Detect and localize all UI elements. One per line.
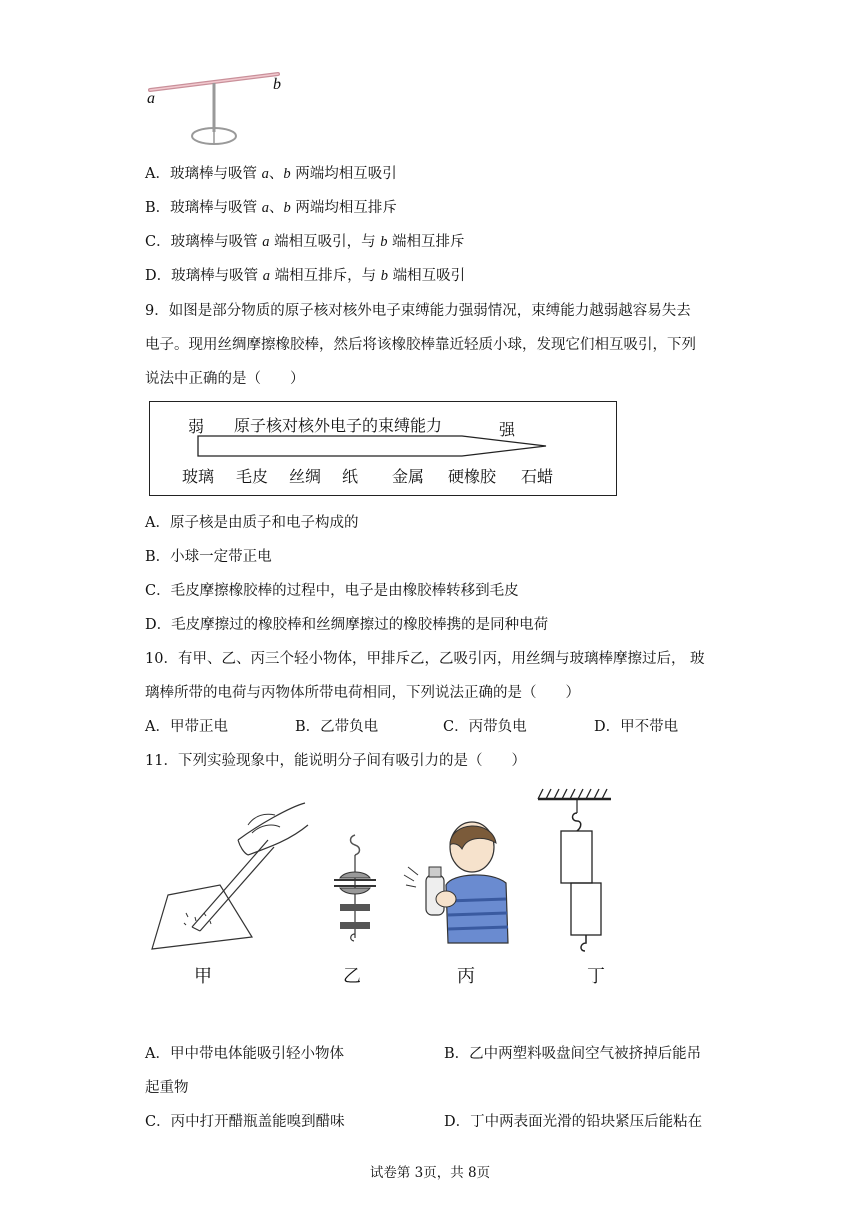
figure-label-jia: 甲 [194,966,212,987]
q11-option-c: C．丙中打开醋瓶盖能嗅到醋味 [145,1114,345,1130]
q8-option-b: B．玻璃棒与吸管 a、b 两端均相互排斥 [145,200,397,216]
q9-option-b: B．小球一定带正电 [145,549,272,565]
q8-option-c: C．玻璃棒与吸管 a 端相互吸引，与 b 端相互排斥 [145,234,465,250]
page-footer: 试卷第 3页，共 8页 [369,1165,491,1181]
material-paper: 纸 [342,467,359,486]
weak-label: 弱 [188,417,205,436]
label-b: b [273,76,281,93]
q9-stem-line-3: 说法中正确的是（ ） [145,371,305,387]
q9-option-d: D．毛皮摩擦过的橡胶棒和丝绸摩擦过的橡胶棒携的是同种电荷 [145,617,549,633]
figure-title: 原子核对核外电子的束缚能力 [234,416,443,435]
q10-option-a: A．甲带正电 [145,719,228,735]
material-fur: 毛皮 [236,467,269,486]
material-glass: 玻璃 [182,467,215,486]
q11-option-a: A．甲中带电体能吸引轻小物体 [145,1046,344,1062]
figure-ding-lead-blocks [533,785,613,960]
q9-stem-line-1: 9．如图是部分物质的原子核对核外电子束缚能力强弱情况，束缚能力越弱越容易失去 [145,303,691,319]
material-hard-rubber: 硬橡胶 [448,467,497,486]
q11-option-b: B．乙中两塑料吸盘间空气被挤掉后能吊 [444,1046,702,1062]
q10-stem-line-1: 10．有甲、乙、丙三个轻小物体，甲排斥乙，乙吸引丙，用丝绸与玻璃棒摩擦过后， 玻 [145,651,705,667]
figure-jia-hand-rod [140,785,320,955]
q9-option-c: C．毛皮摩擦橡胶棒的过程中，电子是由橡胶棒转移到毛皮 [145,583,519,599]
q10-option-c: C．丙带负电 [443,719,527,735]
figure-yi-suction-cups [330,830,380,945]
q8-option-a: A．玻璃棒与吸管 a、b 两端均相互吸引 [145,166,397,182]
q10-option-d: D．甲不带电 [594,719,679,735]
q9-stem-line-2: 电子。现用丝绸摩擦橡胶棒，然后将该橡胶棒靠近轻质小球，发现它们相互吸引，下列 [145,337,696,353]
binding-ability-figure [149,401,617,496]
material-silk: 丝绸 [289,467,322,486]
figure-bing-child-vinegar [402,815,512,950]
figure-label-yi: 乙 [343,966,361,987]
q11-stem: 11．下列实验现象中，能说明分子间有吸引力的是（ ） [145,753,526,769]
label-a: a [147,90,155,107]
q11-option-d: D．丁中两表面光滑的铅块紧压后能粘在 [444,1114,703,1130]
q10-option-b: B．乙带负电 [295,719,379,735]
q9-option-a: A．原子核是由质子和电子构成的 [145,515,359,531]
material-metal: 金属 [392,467,425,486]
straw-figure [140,66,290,151]
material-paraffin: 石蜡 [521,467,554,486]
q11-option-b-continued: 起重物 [145,1080,189,1096]
figure-label-bing: 丙 [457,966,475,987]
q8-option-d: D．玻璃棒与吸管 a 端相互排斥，与 b 端相互吸引 [145,268,466,284]
figure-label-ding: 丁 [587,966,605,987]
q10-stem-line-2: 璃棒所带的电荷与丙物体所带电荷相同，下列说法正确的是（ ） [145,685,580,701]
q11-figures [140,785,630,995]
strong-label: 强 [499,420,516,439]
